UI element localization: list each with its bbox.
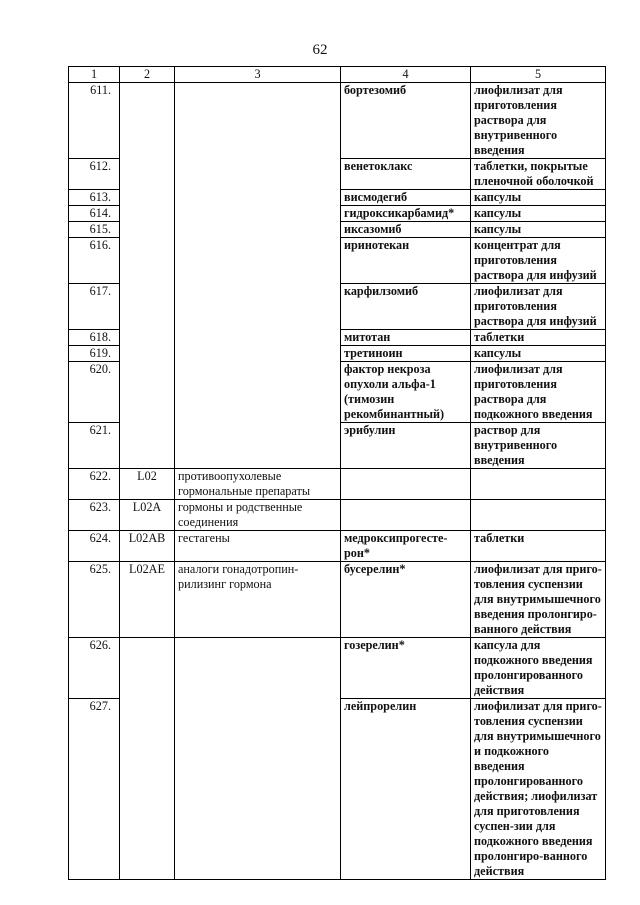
medicines-table: [68, 66, 606, 880]
page-number: 62: [312, 42, 328, 58]
drug-name: висмодегиб: [341, 190, 471, 206]
atc-code: [120, 190, 175, 206]
group-name: [175, 222, 341, 238]
drug-name: гидроксикарбамид*: [341, 206, 471, 222]
table-row: [69, 699, 606, 880]
dosage-form: лиофилизат для приготовления раствора для подкожного введения: [471, 362, 606, 423]
atc-code: [120, 222, 175, 238]
drug-name: иринотекан: [341, 238, 471, 284]
row-number: 617.: [69, 284, 120, 330]
group-name: [175, 159, 341, 190]
table-row: [69, 83, 606, 159]
dosage-form: лиофилизат для приготовления раствора для инфузий: [471, 284, 606, 330]
drug-name: иксазомиб: [341, 222, 471, 238]
drug-name: венетоклакс: [341, 159, 471, 190]
group-name: [175, 83, 341, 159]
atc-code: [120, 159, 175, 190]
row-number: 623.: [69, 500, 120, 531]
atc-code: [120, 638, 175, 699]
group-name: [175, 190, 341, 206]
row-number: 621.: [69, 423, 120, 469]
table-row: [69, 206, 606, 222]
table-row: [69, 562, 606, 638]
row-number: 618.: [69, 330, 120, 346]
table-row: [69, 330, 606, 346]
row-number: 611.: [69, 83, 120, 159]
atc-code: L02: [120, 469, 175, 500]
group-name: [175, 284, 341, 330]
row-number: 624.: [69, 531, 120, 562]
atc-code: L02AB: [120, 531, 175, 562]
table-row: [69, 238, 606, 284]
group-name: гормоны и родственные соединения: [175, 500, 341, 531]
drug-name: карфилзомиб: [341, 284, 471, 330]
group-name: [175, 346, 341, 362]
drug-name: лейпрорелин: [341, 699, 471, 880]
drug-name: эрибулин: [341, 423, 471, 469]
atc-code: [120, 346, 175, 362]
row-number: 613.: [69, 190, 120, 206]
group-name: [175, 238, 341, 284]
row-number: 625.: [69, 562, 120, 638]
drug-name: бусерелин*: [341, 562, 471, 638]
row-number: 627.: [69, 699, 120, 880]
dosage-form: таблетки: [471, 330, 606, 346]
dosage-form: капсулы: [471, 206, 606, 222]
group-name: [175, 206, 341, 222]
atc-code: [120, 699, 175, 880]
group-name: гестагены: [175, 531, 341, 562]
table-row: [69, 500, 606, 531]
table-row: [69, 190, 606, 206]
table-row: [69, 423, 606, 469]
atc-code: [120, 83, 175, 159]
dosage-form: концентрат для приготовления раствора для инфузий: [471, 238, 606, 284]
group-name: [175, 638, 341, 699]
group-name: [175, 699, 341, 880]
table-row: [69, 159, 606, 190]
header-row: [69, 67, 606, 83]
row-number: 616.: [69, 238, 120, 284]
atc-code: [120, 330, 175, 346]
dosage-form: таблетки, покрытые пленочной оболочкой: [471, 159, 606, 190]
atc-code: [120, 423, 175, 469]
table-row: [69, 638, 606, 699]
group-name: [175, 423, 341, 469]
atc-code: [120, 206, 175, 222]
table-row: [69, 346, 606, 362]
table-row: [69, 469, 606, 500]
row-number: 620.: [69, 362, 120, 423]
group-name: аналоги гонадотропин-рилизинг гормона: [175, 562, 341, 638]
group-name: противоопухолевые гормональные препараты: [175, 469, 341, 500]
dosage-form: лиофилизат для приго-товления суспензии для внутримышечного введения пролонгиро-ванного действия: [471, 562, 606, 638]
drug-name: медроксипрогесте-рон*: [341, 531, 471, 562]
table-row: [69, 222, 606, 238]
row-number: 626.: [69, 638, 120, 699]
drug-name: фактор некроза опухоли альфа-1 (тимозин рекомбинантный): [341, 362, 471, 423]
atc-code: L02AE: [120, 562, 175, 638]
dosage-form: [471, 469, 606, 500]
dosage-form: капсулы: [471, 190, 606, 206]
row-number: 612.: [69, 159, 120, 190]
dosage-form: таблетки: [471, 531, 606, 562]
table-row: [69, 531, 606, 562]
col-header-1: 1: [69, 67, 120, 83]
col-header-3: 3: [175, 67, 341, 83]
dosage-form: лиофилизат для приготовления раствора для внутривенного введения: [471, 83, 606, 159]
dosage-form: лиофилизат для приго-товления суспензии для внутримышечного и подкожного введения пролонгированного действия; лиофилизат для приготовления суспен-зии для подкожного введения пролонгиро-ванного действия: [471, 699, 606, 880]
atc-code: [120, 362, 175, 423]
drug-name: [341, 500, 471, 531]
dosage-form: капсулы: [471, 222, 606, 238]
drug-name: [341, 469, 471, 500]
drug-name: митотан: [341, 330, 471, 346]
atc-code: L02A: [120, 500, 175, 531]
dosage-form: капсулы: [471, 346, 606, 362]
table-row: [69, 284, 606, 330]
row-number: 614.: [69, 206, 120, 222]
atc-code: [120, 284, 175, 330]
group-name: [175, 330, 341, 346]
row-number: 615.: [69, 222, 120, 238]
dosage-form: раствор для внутривенного введения: [471, 423, 606, 469]
table-row: [69, 362, 606, 423]
col-header-2: 2: [120, 67, 175, 83]
dosage-form: [471, 500, 606, 531]
atc-code: [120, 238, 175, 284]
dosage-form: капсула для подкожного введения пролонгированного действия: [471, 638, 606, 699]
group-name: [175, 362, 341, 423]
row-number: 622.: [69, 469, 120, 500]
row-number: 619.: [69, 346, 120, 362]
col-header-4: 4: [341, 67, 471, 83]
drug-name: бортезомиб: [341, 83, 471, 159]
drug-name: гозерелин*: [341, 638, 471, 699]
col-header-5: 5: [471, 67, 606, 83]
drug-name: третиноин: [341, 346, 471, 362]
